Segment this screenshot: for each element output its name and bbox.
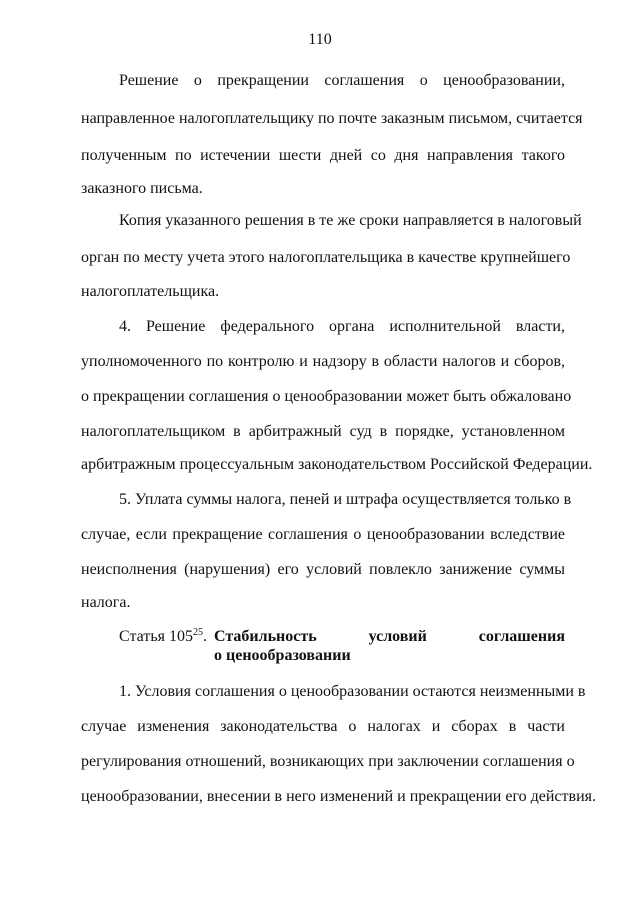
article-label-dot: .	[202, 628, 207, 645]
paragraph-2-line-2: орган по месту учета этого налогоплательщика в качестве крупнейшего	[81, 249, 571, 266]
paragraph-4-line-4: налога.	[81, 594, 131, 611]
article-label-text: Статья 105	[119, 628, 193, 645]
article-paragraph-line-1: 1. Условия соглашения о ценообразовании остаются неизменными в	[119, 683, 586, 700]
article-label-superscript: 25	[192, 627, 203, 638]
article-title-line-1: Стабильность условий соглашения	[214, 628, 565, 645]
paragraph-4-line-2: случае, если прекращение соглашения о ценообразовании вследствие	[81, 526, 565, 543]
article-paragraph-line-4: ценообразовании, внесении в него изменений и прекращении его действия.	[81, 788, 596, 805]
paragraph-3-line-4: налогоплательщиком в арбитражный суд в порядке, установленном	[81, 423, 565, 440]
page-number: 110	[308, 31, 332, 48]
paragraph-1-line-3: полученным по истечении шести дней со дня направления такого	[81, 147, 565, 164]
paragraph-1-line-2: направленное налогоплательщику по почте заказным письмом, считается	[81, 110, 583, 127]
article-label	[119, 627, 207, 647]
paragraph-1-line-1: Решение о прекращении соглашения о ценообразовании,	[119, 72, 565, 89]
paragraph-1-line-4: заказного письма.	[81, 180, 203, 197]
paragraph-3-line-5: арбитражным процессуальным законодательством Российской Федерации.	[81, 456, 593, 473]
article-paragraph-line-3: регулирования отношений, возникающих при заключении соглашения о	[81, 753, 575, 770]
paragraph-3-line-1: 4. Решение федерального органа исполнительной власти,	[119, 318, 565, 335]
paragraph-2-line-3: налогоплательщика.	[81, 283, 220, 300]
article-title-line-2: о ценообразовании	[214, 647, 351, 664]
paragraph-4-line-1: 5. Уплата суммы налога, пеней и штрафа осуществляется только в	[119, 491, 572, 508]
paragraph-3-line-2: уполномоченного по контролю и надзору в области налогов и сборов,	[81, 353, 565, 370]
paragraph-4-line-3: неисполнения (нарушения) его условий повлекло занижение суммы	[81, 561, 565, 578]
paragraph-2-line-1: Копия указанного решения в те же сроки направляется в налоговый	[119, 212, 582, 229]
paragraph-3-line-3: о прекращении соглашения о ценообразовании может быть обжаловано	[81, 388, 572, 405]
article-paragraph-line-2: случае изменения законодательства о налогах и сборах в части	[81, 718, 565, 735]
